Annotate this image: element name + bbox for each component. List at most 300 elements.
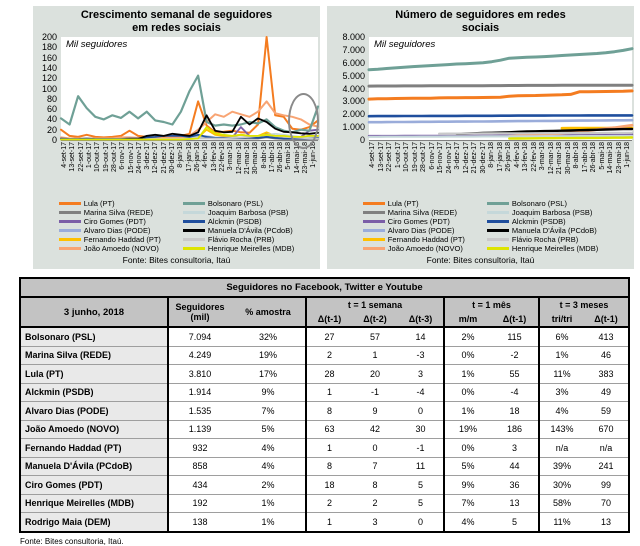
- table-row: [20, 327, 629, 346]
- chart-canvas: [61, 37, 318, 140]
- table-row: [20, 494, 629, 513]
- x-tick-label: 30-mar-18: [565, 142, 573, 174]
- col-header-delta-t3-week: Δ(t-3): [398, 312, 444, 327]
- value-cell: 2%: [444, 327, 491, 346]
- col-group-quarter: t = 3 meses: [539, 297, 629, 312]
- y-axis: [329, 37, 369, 140]
- x-tick-label: 13-fev-18: [211, 142, 219, 172]
- value-cell: 186: [491, 420, 539, 439]
- x-tick-label: 17-jan-18: [497, 142, 505, 172]
- value-cell: 5: [398, 476, 444, 495]
- x-tick-label: 8-jan-18: [488, 142, 496, 168]
- value-cell: 58%: [539, 494, 584, 513]
- y-tick-label: 7.000: [342, 45, 365, 55]
- value-cell: 7.094: [168, 327, 231, 346]
- value-cell: 5%: [444, 457, 491, 476]
- value-cell: 1%: [231, 494, 306, 513]
- legend-item: [363, 244, 465, 253]
- legend-item: [183, 244, 294, 253]
- charts-row: [0, 0, 640, 269]
- value-cell: 8: [352, 476, 398, 495]
- chart-title-line-1: Crescimento semanal de seguidores: [35, 9, 318, 22]
- table-row: [20, 383, 629, 402]
- legend-swatch: [487, 247, 509, 250]
- value-cell: 11: [398, 457, 444, 476]
- col-group-week: t = 1 semana: [306, 297, 444, 312]
- x-tick-label: 12-dez-17: [152, 142, 160, 174]
- legend-item: [59, 235, 161, 244]
- value-cell: 434: [168, 476, 231, 495]
- y-tick-label: 60: [47, 104, 57, 114]
- value-cell: 11%: [539, 365, 584, 384]
- legend-item: [363, 208, 465, 217]
- legend-swatch: [59, 220, 81, 223]
- col-header-date: 3 junho, 2018: [20, 297, 168, 327]
- legend-label: Alvaro Dias (PODE): [84, 226, 151, 235]
- y-tick-label: 80: [47, 94, 57, 104]
- legend-item: [487, 244, 598, 253]
- legend-swatch: [487, 211, 509, 214]
- legend-label: Flávio Rocha (PRB): [512, 235, 578, 244]
- chart-panel-total-followers: [327, 6, 634, 269]
- value-cell: 63: [306, 420, 352, 439]
- candidate-name-cell: Alvaro Dias (PODE): [20, 402, 168, 421]
- x-tick-label: 6-nov-17: [119, 142, 127, 170]
- table-body: [20, 327, 629, 532]
- x-tick-label: 4-fev-18: [202, 142, 210, 168]
- legend-label: Henrique Meirelles (MDB): [208, 244, 294, 253]
- candidate-name-cell: Henrique Meirelles (MDB): [20, 494, 168, 513]
- unit-label: Mil seguidores: [66, 39, 127, 50]
- value-cell: 18: [491, 402, 539, 421]
- x-tick-label: 13-set-17: [378, 142, 386, 172]
- legend-label: Joaquim Barbosa (PSB): [512, 208, 592, 217]
- x-tick-label: 15-nov-17: [437, 142, 445, 174]
- legend-swatch: [487, 220, 509, 223]
- col-header-delta-t1-week: Δ(t-1): [306, 312, 352, 327]
- col-header-seguidores: [168, 297, 231, 327]
- x-tick-label: 12-mar-18: [236, 142, 244, 174]
- x-tick-label: 3-dez-17: [454, 142, 462, 170]
- value-cell: 1.535: [168, 402, 231, 421]
- chart-source: Fonte: Bites consultoria, Itaú: [329, 255, 632, 265]
- legend-item: [363, 199, 465, 208]
- value-cell: 1: [306, 383, 352, 402]
- candidate-name-cell: João Amoedo (NOVO): [20, 420, 168, 439]
- x-tick-label: 21-dez-17: [471, 142, 479, 174]
- legend-label: Marina Silva (REDE): [388, 208, 457, 217]
- x-tick-label: 19-out-17: [412, 142, 420, 172]
- value-cell: 28: [306, 365, 352, 384]
- unit-label: Mil seguidores: [374, 39, 435, 50]
- x-tick-label: 26-jan-18: [194, 142, 202, 172]
- legend-item: [487, 235, 598, 244]
- value-cell: -1: [352, 383, 398, 402]
- value-cell: 5: [398, 494, 444, 513]
- value-cell: 1.139: [168, 420, 231, 439]
- value-cell: n/a: [584, 439, 629, 458]
- x-tick-label: 15-nov-17: [128, 142, 136, 174]
- value-cell: 59: [584, 402, 629, 421]
- chart-title-line-2: em redes sociais: [35, 22, 318, 35]
- value-cell: 192: [168, 494, 231, 513]
- legend-swatch: [363, 202, 385, 205]
- legend-label: João Amoedo (NOVO): [84, 244, 159, 253]
- legend-label: Marina Silva (REDE): [84, 208, 153, 217]
- value-cell: 11%: [539, 513, 584, 532]
- x-tick-label: 14-mai-18: [607, 142, 615, 174]
- x-tick-label: 5-mai-18: [285, 142, 293, 170]
- legend-swatch: [59, 238, 81, 241]
- value-cell: 20: [352, 365, 398, 384]
- value-cell: -1: [398, 439, 444, 458]
- x-tick-label: 5-mai-18: [599, 142, 607, 170]
- y-tick-label: 200: [42, 32, 57, 42]
- y-tick-label: 120: [42, 73, 57, 83]
- value-cell: 138: [168, 513, 231, 532]
- value-cell: 8: [306, 457, 352, 476]
- y-tick-label: 3.000: [342, 96, 365, 106]
- value-cell: 670: [584, 420, 629, 439]
- x-tick-label: 30-dez-17: [480, 142, 488, 174]
- value-cell: 8: [306, 402, 352, 421]
- legend-swatch: [363, 238, 385, 241]
- value-cell: 46: [584, 346, 629, 365]
- legend-label: Manuela D'Ávila (PCdoB): [208, 226, 293, 235]
- value-cell: -2: [491, 346, 539, 365]
- x-tick-label: 3-dez-17: [144, 142, 152, 170]
- legend-item: [183, 226, 294, 235]
- y-tick-label: 0: [52, 135, 57, 145]
- x-tick-label: 3-mar-18: [539, 142, 547, 170]
- legend-swatch: [487, 229, 509, 232]
- value-cell: 55: [491, 365, 539, 384]
- value-cell: 5%: [231, 420, 306, 439]
- candidate-name-cell: Manuela D'Ávila (PCdoB): [20, 457, 168, 476]
- legend-swatch: [363, 220, 385, 223]
- value-cell: 2: [306, 346, 352, 365]
- candidate-name-cell: Marina Silva (REDE): [20, 346, 168, 365]
- x-axis: [61, 142, 318, 197]
- value-cell: 2: [306, 494, 352, 513]
- candidate-name-cell: Alckmin (PSDB): [20, 383, 168, 402]
- value-cell: 4.249: [168, 346, 231, 365]
- col-header-amostra: % amostra: [231, 297, 306, 327]
- col-header-seguidores-line2: (mil): [191, 312, 210, 322]
- legend-item: [59, 199, 161, 208]
- value-cell: 14: [398, 327, 444, 346]
- legend-label: Fernando Haddad (PT): [388, 235, 465, 244]
- value-cell: 0: [398, 513, 444, 532]
- value-cell: 4%: [231, 457, 306, 476]
- y-tick-label: 160: [42, 53, 57, 63]
- x-tick-label: 8-abr-18: [261, 142, 269, 168]
- x-tick-label: 13-set-17: [69, 142, 77, 172]
- legend-label: Bolsonaro (PSL): [512, 199, 567, 208]
- value-cell: 19%: [444, 420, 491, 439]
- legend-label: Fernando Haddad (PT): [84, 235, 161, 244]
- value-cell: 1%: [539, 346, 584, 365]
- series-line: [369, 49, 632, 70]
- value-cell: 1: [352, 346, 398, 365]
- value-cell: 4%: [231, 439, 306, 458]
- value-cell: 2%: [231, 476, 306, 495]
- legend: [329, 199, 632, 253]
- col-group-month: t = 1 mês: [444, 297, 539, 312]
- y-tick-label: 6.000: [342, 58, 365, 68]
- legend-swatch: [183, 220, 205, 223]
- legend-swatch: [363, 229, 385, 232]
- legend-swatch: [183, 202, 205, 205]
- value-cell: 30: [398, 420, 444, 439]
- x-tick-label: 26-jan-18: [505, 142, 513, 172]
- table-title: Seguidores no Facebook, Twitter e Youtube: [20, 278, 629, 297]
- value-cell: -4: [398, 383, 444, 402]
- value-cell: 1%: [444, 365, 491, 384]
- y-tick-label: 5.000: [342, 71, 365, 81]
- chart-title-line-1: Número de seguidores em redes: [329, 9, 632, 22]
- value-cell: 383: [584, 365, 629, 384]
- x-tick-label: 14-mai-18: [294, 142, 302, 174]
- legend-item: [59, 217, 161, 226]
- value-cell: 44: [491, 457, 539, 476]
- legend-swatch: [363, 211, 385, 214]
- x-tick-label: 4-set-17: [61, 142, 69, 168]
- x-tick-label: 28-out-17: [420, 142, 428, 172]
- value-cell: 3: [398, 365, 444, 384]
- value-cell: 0%: [444, 383, 491, 402]
- x-axis: [369, 142, 632, 197]
- value-cell: 3.810: [168, 365, 231, 384]
- table-row: [20, 439, 629, 458]
- legend-item: [183, 217, 294, 226]
- x-tick-label: 21-dez-17: [161, 142, 169, 174]
- value-cell: 3: [491, 439, 539, 458]
- x-tick-label: 30-dez-17: [169, 142, 177, 174]
- x-tick-label: 23-mai-18: [616, 142, 624, 174]
- legend-label: Alvaro Dias (PODE): [388, 226, 455, 235]
- value-cell: 9: [352, 402, 398, 421]
- value-cell: 32%: [231, 327, 306, 346]
- y-tick-label: 140: [42, 63, 57, 73]
- candidate-name-cell: Fernando Haddad (PT): [20, 439, 168, 458]
- value-cell: 18: [306, 476, 352, 495]
- value-cell: 49: [584, 383, 629, 402]
- x-tick-label: 30-mar-18: [252, 142, 260, 174]
- chart-title-line-2: sociais: [329, 22, 632, 35]
- value-cell: 0%: [444, 439, 491, 458]
- x-tick-label: 21-mar-18: [556, 142, 564, 174]
- legend-item: [363, 217, 465, 226]
- x-tick-label: 12-dez-17: [463, 142, 471, 174]
- series-line: [439, 133, 632, 134]
- x-tick-label: 22-fev-18: [531, 142, 539, 172]
- value-cell: 1%: [231, 513, 306, 532]
- value-cell: 19%: [231, 346, 306, 365]
- chart-title-weekly-growth: [35, 9, 318, 35]
- value-cell: 115: [491, 327, 539, 346]
- x-tick-label: 8-jan-18: [177, 142, 185, 168]
- table-row: [20, 420, 629, 439]
- x-tick-label: 24-nov-17: [446, 142, 454, 174]
- x-tick-label: 17-abr-18: [582, 142, 590, 172]
- legend-item: [183, 199, 294, 208]
- x-tick-label: 21-mar-18: [244, 142, 252, 174]
- series-line: [61, 76, 318, 133]
- legend-swatch: [183, 211, 205, 214]
- table-row: [20, 513, 629, 532]
- x-tick-label: 22-set-17: [78, 142, 86, 172]
- plot-area: [61, 37, 318, 141]
- legend-item: [59, 226, 161, 235]
- x-tick-label: 4-fev-18: [514, 142, 522, 168]
- table-row: [20, 365, 629, 384]
- legend-swatch: [487, 238, 509, 241]
- legend-swatch: [487, 202, 509, 205]
- legend-swatch: [183, 229, 205, 232]
- value-cell: n/a: [539, 439, 584, 458]
- value-cell: 4%: [539, 402, 584, 421]
- series-line: [369, 115, 632, 116]
- y-tick-label: 0: [360, 135, 365, 145]
- table-row: [20, 402, 629, 421]
- legend-item: [487, 208, 598, 217]
- x-tick-label: 28-out-17: [111, 142, 119, 172]
- legend-swatch: [183, 247, 205, 250]
- x-tick-label: 1-out-17: [86, 142, 94, 168]
- x-tick-label: 24-nov-17: [136, 142, 144, 174]
- chart-body: [329, 37, 632, 141]
- x-tick-label: 23-mai-18: [302, 142, 310, 174]
- value-cell: 13: [491, 494, 539, 513]
- value-cell: 9%: [444, 476, 491, 495]
- x-tick-label: 1-out-17: [395, 142, 403, 168]
- x-tick-label: 22-fev-18: [219, 142, 227, 172]
- value-cell: 143%: [539, 420, 584, 439]
- candidate-name-cell: Rodrigo Maia (DEM): [20, 513, 168, 532]
- legend-swatch: [59, 229, 81, 232]
- legend-label: Alckmin (PSDB): [208, 217, 262, 226]
- value-cell: 4%: [444, 513, 491, 532]
- legend-label: Henrique Meirelles (MDB): [512, 244, 598, 253]
- x-tick-label: 26-abr-18: [590, 142, 598, 172]
- col-header-delta-t2-week: Δ(t-2): [352, 312, 398, 327]
- legend-swatch: [183, 238, 205, 241]
- candidate-name-cell: Bolsonaro (PSL): [20, 327, 168, 346]
- value-cell: 30%: [539, 476, 584, 495]
- legend-item: [363, 235, 465, 244]
- value-cell: 413: [584, 327, 629, 346]
- x-tick-label: 4-set-17: [369, 142, 377, 168]
- x-tick-label: 1-jun-18: [624, 142, 632, 168]
- legend-item: [183, 235, 294, 244]
- x-tick-label: 17-abr-18: [269, 142, 277, 172]
- y-tick-label: 1.000: [342, 122, 365, 132]
- legend-label: Joaquim Barbosa (PSB): [208, 208, 288, 217]
- legend-label: Bolsonaro (PSL): [208, 199, 263, 208]
- y-axis: [35, 37, 61, 140]
- value-cell: 42: [352, 420, 398, 439]
- legend-swatch: [59, 202, 81, 205]
- y-tick-label: 20: [47, 125, 57, 135]
- legend-label: Lula (PT): [388, 199, 419, 208]
- x-tick-label: 12-mar-18: [548, 142, 556, 174]
- value-cell: 9%: [231, 383, 306, 402]
- chart-body: [35, 37, 318, 141]
- candidate-name-cell: Lula (PT): [20, 365, 168, 384]
- legend-label: Alckmin (PSDB): [512, 217, 566, 226]
- x-tick-label: 19-out-17: [103, 142, 111, 172]
- legend-swatch: [363, 247, 385, 250]
- value-cell: 932: [168, 439, 231, 458]
- legend-item: [487, 226, 598, 235]
- legend-item: [59, 208, 161, 217]
- legend-label: Ciro Gomes (PDT): [84, 217, 146, 226]
- followers-table: [19, 277, 630, 533]
- col-header-mm: m/m: [444, 312, 491, 327]
- value-cell: 858: [168, 457, 231, 476]
- series-line: [509, 138, 632, 139]
- value-cell: 6%: [539, 327, 584, 346]
- value-cell: 3%: [539, 383, 584, 402]
- legend-item: [487, 199, 598, 208]
- value-cell: 0: [398, 402, 444, 421]
- chart-panel-weekly-growth: [33, 6, 320, 269]
- series-line: [369, 136, 632, 137]
- x-tick-label: 10-out-17: [94, 142, 102, 172]
- y-tick-label: 2.000: [342, 109, 365, 119]
- value-cell: 5: [491, 513, 539, 532]
- y-tick-label: 8.000: [342, 32, 365, 42]
- x-tick-label: 1-jun-18: [310, 142, 318, 168]
- value-cell: 3: [352, 513, 398, 532]
- x-tick-label: 3-mar-18: [227, 142, 235, 170]
- legend-label: João Amoedo (NOVO): [388, 244, 463, 253]
- value-cell: 7%: [231, 402, 306, 421]
- legend: [35, 199, 318, 253]
- legend-item: [59, 244, 161, 253]
- col-header-seguidores-line1: Seguidores: [175, 302, 224, 312]
- legend-item: [363, 226, 465, 235]
- x-tick-label: 6-nov-17: [429, 142, 437, 170]
- value-cell: 70: [584, 494, 629, 513]
- legend-swatch: [59, 247, 81, 250]
- x-tick-label: 17-jan-18: [186, 142, 194, 172]
- value-cell: 17%: [231, 365, 306, 384]
- series-line: [369, 120, 632, 122]
- value-cell: -3: [398, 346, 444, 365]
- value-cell: 99: [584, 476, 629, 495]
- y-tick-label: 40: [47, 114, 57, 124]
- legend-swatch: [59, 211, 81, 214]
- y-tick-label: 180: [42, 42, 57, 52]
- value-cell: 1%: [444, 402, 491, 421]
- col-header-tritri: tri/tri: [539, 312, 584, 327]
- legend-label: Ciro Gomes (PDT): [388, 217, 450, 226]
- value-cell: 27: [306, 327, 352, 346]
- legend-item: [487, 217, 598, 226]
- value-cell: 1.914: [168, 383, 231, 402]
- table-row: [20, 346, 629, 365]
- table-row: [20, 476, 629, 495]
- y-tick-label: 100: [42, 84, 57, 94]
- x-tick-label: 8-abr-18: [573, 142, 581, 168]
- value-cell: 7: [352, 457, 398, 476]
- series-line: [369, 91, 632, 99]
- plot-area: [369, 37, 632, 141]
- chart-title-total-followers: [329, 9, 632, 35]
- value-cell: 36: [491, 476, 539, 495]
